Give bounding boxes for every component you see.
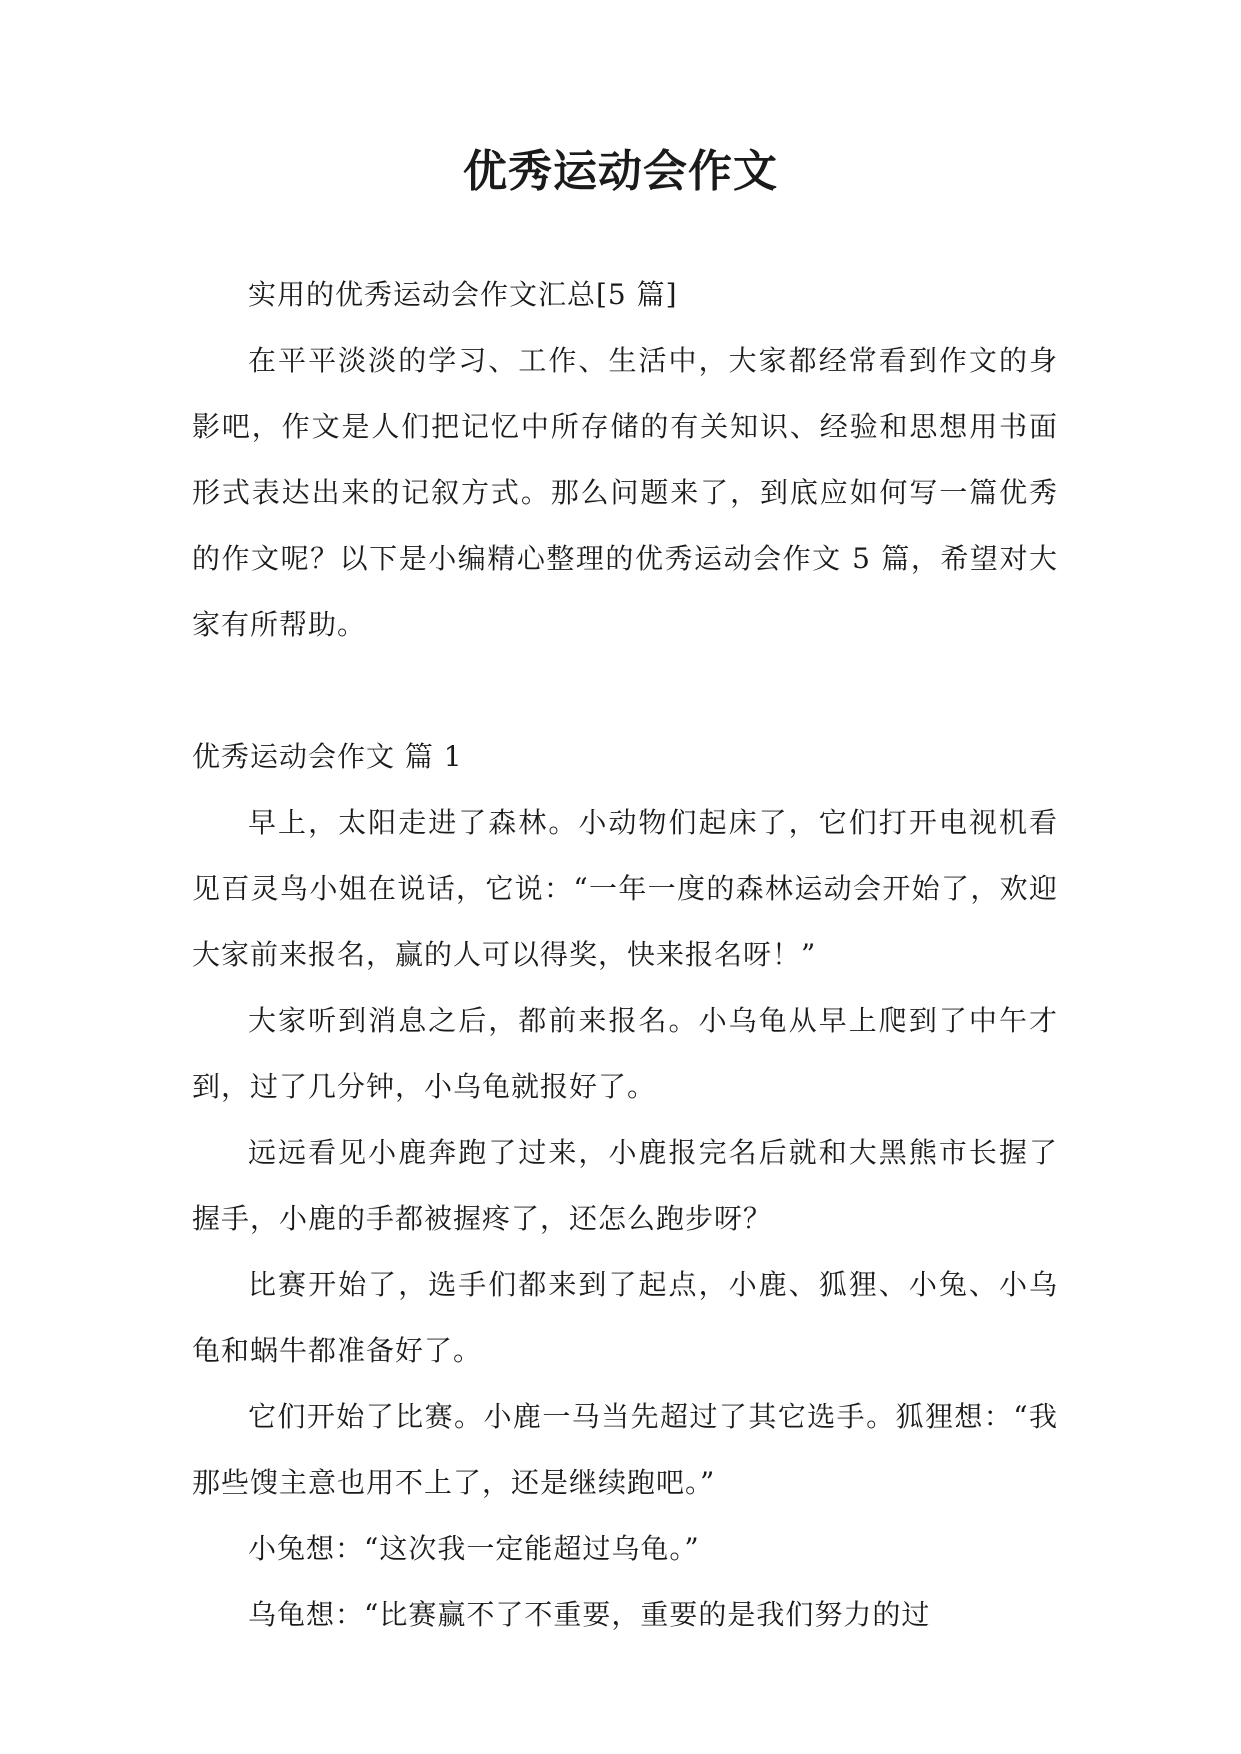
document-body	[192, 262, 1058, 1648]
section-heading: 优秀运动会作文 篇 1	[192, 740, 463, 773]
intro-paragraph: 在平平淡淡的学习、工作、生活中，大家都经常看到作文的身影吧，作文是人们把记忆中所存储的有关知识、经验和思想用书面形式表达出来的记叙方式。那么问题来了，到底应如何写一篇优秀的作文呢？以下是小编精心整理的优秀运动会作文 5 篇，希望对大家有所帮助。	[192, 344, 1058, 641]
story-paragraph: 它们开始了比赛。小鹿一马当先超过了其它选手。狐狸想：“我那些馊主意也用不上了，还是继续跑吧。”	[192, 1400, 1058, 1499]
story-paragraph: 大家听到消息之后，都前来报名。小乌龟从早上爬到了中午才到，过了几分钟，小乌龟就报好了。	[192, 1004, 1058, 1103]
story-paragraph: 远远看见小鹿奔跑了过来，小鹿报完名后就和大黑熊市长握了握手，小鹿的手都被握疼了，还怎么跑步呀？	[192, 1136, 1058, 1235]
summary-line: 实用的优秀运动会作文汇总[5 篇]	[248, 278, 678, 311]
story-paragraph: 早上，太阳走进了森林。小动物们起床了，它们打开电视机看见百灵鸟小姐在说话，它说：“一年一度的森林运动会开始了，欢迎大家前来报名，赢的人可以得奖，快来报名呀！”	[192, 806, 1058, 971]
story-paragraph: 比赛开始了，选手们都来到了起点，小鹿、狐狸、小兔、小乌龟和蜗牛都准备好了。	[192, 1268, 1058, 1367]
page-title: 优秀运动会作文	[463, 146, 778, 197]
story-paragraph: 乌龟想：“比赛赢不了不重要，重要的是我们努力的过	[248, 1598, 931, 1631]
story-paragraph: 小兔想：“这次我一定能超过乌龟。”	[248, 1532, 700, 1565]
